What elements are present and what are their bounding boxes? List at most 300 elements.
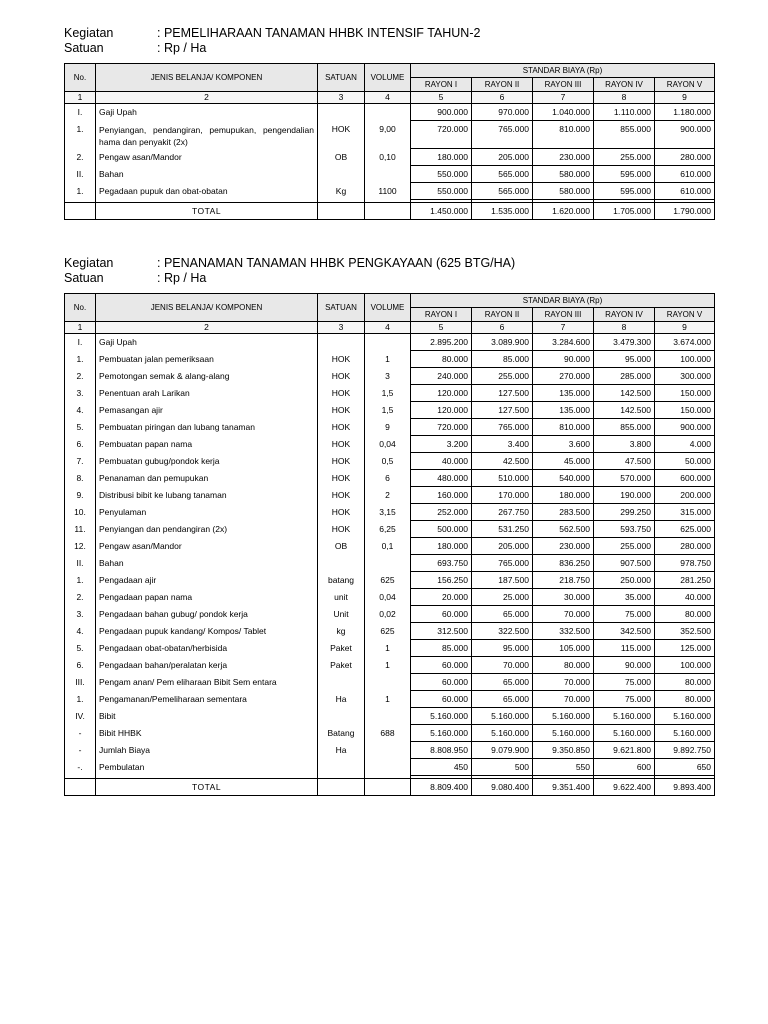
row-price-rayon-2: 500 <box>472 759 533 776</box>
row-volume: 1100 <box>365 183 411 200</box>
column-number: 8 <box>594 322 655 334</box>
kegiatan-label: Kegiatan <box>64 256 114 270</box>
row-jenis: Pemotongan semak & alang-alang <box>96 368 318 385</box>
row-no: 8. <box>65 470 96 487</box>
row-price-rayon-4: 855.000 <box>594 121 655 149</box>
row-jenis: Bahan <box>96 555 318 572</box>
row-price-rayon-4: 570.000 <box>594 470 655 487</box>
column-number-row <box>65 92 715 104</box>
row-price-rayon-1: 8.808.950 <box>411 742 472 759</box>
row-price-rayon-1: 60.000 <box>411 606 472 623</box>
row-price-rayon-3: 230.000 <box>533 149 594 166</box>
column-number: 5 <box>411 322 472 334</box>
row-price-rayon-1: 5.160.000 <box>411 708 472 725</box>
header-jenis: JENIS BELANJA/ KOMPONEN <box>96 64 318 92</box>
row-jenis: Pembulatan <box>96 759 318 776</box>
row-volume: 0,10 <box>365 149 411 166</box>
row-volume: 6 <box>365 470 411 487</box>
row-price-rayon-1: 60.000 <box>411 657 472 674</box>
row-price-rayon-5: 300.000 <box>655 368 715 385</box>
row-price-rayon-1: 80.000 <box>411 351 472 368</box>
row-no: 12. <box>65 538 96 555</box>
row-price-rayon-1: 156.250 <box>411 572 472 589</box>
row-satuan: HOK <box>318 453 365 470</box>
row-satuan: HOK <box>318 402 365 419</box>
row-price-rayon-4: 855.000 <box>594 419 655 436</box>
row-price-rayon-4: 285.000 <box>594 368 655 385</box>
section-1 <box>64 25 714 220</box>
row-satuan: HOK <box>318 504 365 521</box>
row-volume <box>365 674 411 691</box>
row-jenis: Pengamanan/Pemeliharaan sementara <box>96 691 318 708</box>
row-jenis: Bahan <box>96 166 318 183</box>
row-jenis: Bibit <box>96 708 318 725</box>
row-no: - <box>65 742 96 759</box>
row-no: -. <box>65 759 96 776</box>
row-price-rayon-5: 900.000 <box>655 419 715 436</box>
table-row <box>65 742 715 759</box>
row-no: II. <box>65 555 96 572</box>
row-price-rayon-5: 100.000 <box>655 657 715 674</box>
total-row <box>65 779 715 796</box>
column-number: 6 <box>472 92 533 104</box>
table-row <box>65 166 715 183</box>
table-row <box>65 759 715 776</box>
total-label: TOTAL <box>96 779 318 796</box>
row-volume: 3,15 <box>365 504 411 521</box>
row-satuan: HOK <box>318 121 365 149</box>
column-number: 8 <box>594 92 655 104</box>
table-row <box>65 555 715 572</box>
row-price-rayon-3: 9.350.850 <box>533 742 594 759</box>
row-volume <box>365 166 411 183</box>
row-price-rayon-1: 252.000 <box>411 504 472 521</box>
row-price-rayon-2: 42.500 <box>472 453 533 470</box>
table-row <box>65 183 715 200</box>
row-price-rayon-3: 3.600 <box>533 436 594 453</box>
row-no: 3. <box>65 606 96 623</box>
row-volume: 0,04 <box>365 436 411 453</box>
row-price-rayon-5: 600.000 <box>655 470 715 487</box>
column-number: 7 <box>533 92 594 104</box>
row-jenis: Pegadaan pupuk dan obat-obatan <box>96 183 318 200</box>
row-no: 1. <box>65 351 96 368</box>
row-satuan: unit <box>318 589 365 606</box>
row-price-rayon-5: 315.000 <box>655 504 715 521</box>
row-price-rayon-1: 500.000 <box>411 521 472 538</box>
header-rayon-1: RAYON I <box>411 78 472 92</box>
row-price-rayon-3: 70.000 <box>533 606 594 623</box>
row-volume: 1,5 <box>365 385 411 402</box>
row-price-rayon-2: 85.000 <box>472 351 533 368</box>
column-number: 7 <box>533 322 594 334</box>
section-1-header <box>64 25 714 57</box>
row-price-rayon-5: 4.000 <box>655 436 715 453</box>
row-price-rayon-3: 230.000 <box>533 538 594 555</box>
row-no: 1. <box>65 572 96 589</box>
row-price-rayon-3: 105.000 <box>533 640 594 657</box>
row-price-rayon-2: 65.000 <box>472 691 533 708</box>
row-price-rayon-2: 255.000 <box>472 368 533 385</box>
row-price-rayon-3: 90.000 <box>533 351 594 368</box>
row-price-rayon-2: 3.400 <box>472 436 533 453</box>
total-empty <box>365 203 411 220</box>
header-rayon-1: RAYON I <box>411 308 472 322</box>
row-price-rayon-1: 160.000 <box>411 487 472 504</box>
row-jenis: Pembuatan piringan dan lubang tanaman <box>96 419 318 436</box>
row-price-rayon-2: 5.160.000 <box>472 708 533 725</box>
row-price-rayon-5: 80.000 <box>655 691 715 708</box>
row-price-rayon-2: 510.000 <box>472 470 533 487</box>
column-number: 4 <box>365 322 411 334</box>
row-satuan: Kg <box>318 183 365 200</box>
row-price-rayon-3: 45.000 <box>533 453 594 470</box>
row-volume: 9 <box>365 419 411 436</box>
row-price-rayon-4: 3.800 <box>594 436 655 453</box>
row-satuan: HOK <box>318 385 365 402</box>
table-row <box>65 121 715 149</box>
row-volume: 1 <box>365 691 411 708</box>
row-price-rayon-2: 565.000 <box>472 166 533 183</box>
row-jenis: Penyulaman <box>96 504 318 521</box>
row-price-rayon-2: 970.000 <box>472 104 533 121</box>
row-price-rayon-2: 170.000 <box>472 487 533 504</box>
row-jenis: Penyiangan, pendangiran, pemupukan, pengendalian hama dan penyakit (2x) <box>96 121 318 149</box>
row-satuan: HOK <box>318 436 365 453</box>
row-price-rayon-4: 75.000 <box>594 606 655 623</box>
header-rayon-4: RAYON IV <box>594 78 655 92</box>
table-row <box>65 402 715 419</box>
row-no: 4. <box>65 623 96 640</box>
header-no: No. <box>65 64 96 92</box>
row-price-rayon-3: 270.000 <box>533 368 594 385</box>
row-price-rayon-5: 50.000 <box>655 453 715 470</box>
row-price-rayon-2: 205.000 <box>472 149 533 166</box>
row-volume <box>365 759 411 776</box>
row-price-rayon-1: 2.895.200 <box>411 334 472 351</box>
row-volume <box>365 555 411 572</box>
row-price-rayon-1: 85.000 <box>411 640 472 657</box>
total-price-rayon-4: 9.622.400 <box>594 779 655 796</box>
row-price-rayon-1: 120.000 <box>411 385 472 402</box>
row-price-rayon-1: 20.000 <box>411 589 472 606</box>
row-price-rayon-3: 30.000 <box>533 589 594 606</box>
row-price-rayon-2: 25.000 <box>472 589 533 606</box>
row-volume: 0,1 <box>365 538 411 555</box>
row-jenis: Pengadaan papan nama <box>96 589 318 606</box>
row-price-rayon-5: 9.892.750 <box>655 742 715 759</box>
row-no: 2. <box>65 589 96 606</box>
row-price-rayon-5: 610.000 <box>655 166 715 183</box>
row-price-rayon-5: 5.160.000 <box>655 725 715 742</box>
row-price-rayon-1: 60.000 <box>411 691 472 708</box>
row-no: IV. <box>65 708 96 725</box>
table-row <box>65 640 715 657</box>
row-price-rayon-1: 5.160.000 <box>411 725 472 742</box>
row-jenis: Gaji Upah <box>96 334 318 351</box>
header-volume: VOLUME <box>365 294 411 322</box>
row-price-rayon-4: 5.160.000 <box>594 725 655 742</box>
row-price-rayon-2: 5.160.000 <box>472 725 533 742</box>
row-satuan: Unit <box>318 606 365 623</box>
total-price-rayon-5: 1.790.000 <box>655 203 715 220</box>
row-price-rayon-1: 3.200 <box>411 436 472 453</box>
row-price-rayon-5: 625.000 <box>655 521 715 538</box>
column-number: 4 <box>365 92 411 104</box>
row-satuan: HOK <box>318 368 365 385</box>
row-satuan: OB <box>318 149 365 166</box>
row-price-rayon-4: 9.621.800 <box>594 742 655 759</box>
row-price-rayon-3: 550 <box>533 759 594 776</box>
table-row <box>65 385 715 402</box>
row-price-rayon-4: 35.000 <box>594 589 655 606</box>
row-volume <box>365 334 411 351</box>
row-price-rayon-2: 565.000 <box>472 183 533 200</box>
row-price-rayon-1: 693.750 <box>411 555 472 572</box>
row-no: 2. <box>65 368 96 385</box>
table-row <box>65 419 715 436</box>
row-satuan <box>318 759 365 776</box>
satuan-value: : Rp / Ha <box>157 41 207 55</box>
row-price-rayon-2: 65.000 <box>472 606 533 623</box>
row-price-rayon-2: 322.500 <box>472 623 533 640</box>
row-price-rayon-5: 100.000 <box>655 351 715 368</box>
table-row <box>65 351 715 368</box>
satuan-value: : Rp / Ha <box>157 271 207 285</box>
row-no: 7. <box>65 453 96 470</box>
total-empty <box>65 779 96 796</box>
kegiatan-value: : PEMELIHARAAN TANAMAN HHBK INTENSIF TAHUN-2 <box>157 26 481 40</box>
kegiatan-value: : PENANAMAN TANAMAN HHBK PENGKAYAAN (625 BTG/HA) <box>157 256 516 270</box>
row-satuan: HOK <box>318 521 365 538</box>
row-no: III. <box>65 674 96 691</box>
row-no: II. <box>65 166 96 183</box>
row-price-rayon-4: 90.000 <box>594 657 655 674</box>
header-rayon-3: RAYON III <box>533 78 594 92</box>
row-jenis: Bibit HHBK <box>96 725 318 742</box>
row-price-rayon-3: 1.040.000 <box>533 104 594 121</box>
row-volume: 2 <box>365 487 411 504</box>
row-volume: 0,5 <box>365 453 411 470</box>
header-rayon-2: RAYON II <box>472 308 533 322</box>
row-jenis: Pengadaan pupuk kandang/ Kompos/ Tablet <box>96 623 318 640</box>
row-price-rayon-1: 312.500 <box>411 623 472 640</box>
row-volume: 0,04 <box>365 589 411 606</box>
section-2 <box>64 255 714 796</box>
row-price-rayon-5: 5.160.000 <box>655 708 715 725</box>
row-price-rayon-4: 75.000 <box>594 674 655 691</box>
row-price-rayon-1: 40.000 <box>411 453 472 470</box>
row-price-rayon-2: 70.000 <box>472 657 533 674</box>
column-number: 1 <box>65 92 96 104</box>
row-price-rayon-4: 75.000 <box>594 691 655 708</box>
row-price-rayon-1: 60.000 <box>411 674 472 691</box>
row-jenis: Pengaw asan/Mandor <box>96 538 318 555</box>
total-empty <box>65 203 96 220</box>
row-jenis: Pengadaan bahan gubug/ pondok kerja <box>96 606 318 623</box>
row-price-rayon-2: 95.000 <box>472 640 533 657</box>
row-price-rayon-4: 142.500 <box>594 402 655 419</box>
table-row <box>65 589 715 606</box>
row-volume: 1 <box>365 351 411 368</box>
row-satuan <box>318 104 365 121</box>
row-satuan: HOK <box>318 470 365 487</box>
column-number: 1 <box>65 322 96 334</box>
table-row <box>65 104 715 121</box>
row-jenis: Gaji Upah <box>96 104 318 121</box>
table-row <box>65 149 715 166</box>
column-number: 3 <box>318 322 365 334</box>
row-price-rayon-3: 70.000 <box>533 674 594 691</box>
row-no: 11. <box>65 521 96 538</box>
total-row <box>65 203 715 220</box>
row-price-rayon-1: 550.000 <box>411 166 472 183</box>
row-price-rayon-4: 255.000 <box>594 149 655 166</box>
row-price-rayon-3: 180.000 <box>533 487 594 504</box>
header-satuan: SATUAN <box>318 64 365 92</box>
row-jenis: Penyiangan dan pendangiran (2x) <box>96 521 318 538</box>
row-jenis: Pengam anan/ Pem eliharaan Bibit Sem entara <box>96 674 318 691</box>
row-satuan: Ha <box>318 691 365 708</box>
row-price-rayon-4: 595.000 <box>594 166 655 183</box>
row-price-rayon-1: 240.000 <box>411 368 472 385</box>
row-jenis: Pembuatan papan nama <box>96 436 318 453</box>
table-row <box>65 453 715 470</box>
row-no: 1. <box>65 691 96 708</box>
row-price-rayon-2: 205.000 <box>472 538 533 555</box>
column-number: 5 <box>411 92 472 104</box>
header-rayon-4: RAYON IV <box>594 308 655 322</box>
row-price-rayon-1: 900.000 <box>411 104 472 121</box>
row-price-rayon-4: 593.750 <box>594 521 655 538</box>
table-row <box>65 674 715 691</box>
row-price-rayon-4: 250.000 <box>594 572 655 589</box>
row-price-rayon-1: 720.000 <box>411 419 472 436</box>
row-price-rayon-4: 142.500 <box>594 385 655 402</box>
header-standar-biaya: STANDAR BIAYA (Rp) <box>411 294 715 308</box>
row-volume: 625 <box>365 623 411 640</box>
row-volume <box>365 708 411 725</box>
row-jenis: Pembuatan jalan pemeriksaan <box>96 351 318 368</box>
row-price-rayon-4: 115.000 <box>594 640 655 657</box>
row-satuan: Paket <box>318 657 365 674</box>
row-price-rayon-3: 332.500 <box>533 623 594 640</box>
row-price-rayon-4: 95.000 <box>594 351 655 368</box>
table-row <box>65 504 715 521</box>
row-price-rayon-5: 280.000 <box>655 538 715 555</box>
row-volume: 0,02 <box>365 606 411 623</box>
row-price-rayon-5: 150.000 <box>655 385 715 402</box>
header-satuan: SATUAN <box>318 294 365 322</box>
row-jenis: Pembuatan gubug/pondok kerja <box>96 453 318 470</box>
header-rayon-2: RAYON II <box>472 78 533 92</box>
row-no: 1. <box>65 183 96 200</box>
row-price-rayon-5: 280.000 <box>655 149 715 166</box>
row-price-rayon-3: 218.750 <box>533 572 594 589</box>
row-price-rayon-2: 765.000 <box>472 419 533 436</box>
row-jenis: Jumlah Biaya <box>96 742 318 759</box>
row-satuan <box>318 708 365 725</box>
total-price-rayon-1: 8.809.400 <box>411 779 472 796</box>
row-price-rayon-4: 5.160.000 <box>594 708 655 725</box>
row-volume <box>365 742 411 759</box>
row-volume: 625 <box>365 572 411 589</box>
row-price-rayon-4: 299.250 <box>594 504 655 521</box>
row-price-rayon-3: 836.250 <box>533 555 594 572</box>
row-price-rayon-5: 900.000 <box>655 121 715 149</box>
row-volume: 9,00 <box>365 121 411 149</box>
table-row <box>65 334 715 351</box>
row-price-rayon-2: 531.250 <box>472 521 533 538</box>
total-price-rayon-2: 1.535.000 <box>472 203 533 220</box>
row-jenis: Pengadaan ajir <box>96 572 318 589</box>
table-row <box>65 606 715 623</box>
row-price-rayon-2: 65.000 <box>472 674 533 691</box>
row-price-rayon-1: 720.000 <box>411 121 472 149</box>
column-number: 6 <box>472 322 533 334</box>
row-price-rayon-2: 127.500 <box>472 385 533 402</box>
row-price-rayon-5: 978.750 <box>655 555 715 572</box>
row-jenis: Pemasangan ajir <box>96 402 318 419</box>
column-number: 9 <box>655 322 715 334</box>
table-row <box>65 691 715 708</box>
row-no: 6. <box>65 657 96 674</box>
column-number-row <box>65 322 715 334</box>
row-no: 10. <box>65 504 96 521</box>
row-no: 2. <box>65 149 96 166</box>
kegiatan-label: Kegiatan <box>64 26 114 40</box>
row-volume: 1,5 <box>365 402 411 419</box>
table-row <box>65 708 715 725</box>
header-jenis: JENIS BELANJA/ KOMPONEN <box>96 294 318 322</box>
row-volume: 3 <box>365 368 411 385</box>
row-no: 5. <box>65 419 96 436</box>
row-satuan <box>318 555 365 572</box>
table-row <box>65 725 715 742</box>
row-price-rayon-2: 9.079.900 <box>472 742 533 759</box>
column-number: 9 <box>655 92 715 104</box>
cost-table-1 <box>64 63 715 220</box>
row-price-rayon-4: 600 <box>594 759 655 776</box>
row-no: 5. <box>65 640 96 657</box>
row-price-rayon-3: 70.000 <box>533 691 594 708</box>
row-satuan: HOK <box>318 351 365 368</box>
row-satuan <box>318 674 365 691</box>
table-row <box>65 623 715 640</box>
row-satuan: HOK <box>318 419 365 436</box>
row-price-rayon-5: 80.000 <box>655 606 715 623</box>
header-standar-biaya: STANDAR BIAYA (Rp) <box>411 64 715 78</box>
row-satuan <box>318 334 365 351</box>
row-price-rayon-4: 255.000 <box>594 538 655 555</box>
row-no: 1. <box>65 121 96 149</box>
row-price-rayon-5: 650 <box>655 759 715 776</box>
row-price-rayon-3: 135.000 <box>533 402 594 419</box>
table-row <box>65 487 715 504</box>
total-price-rayon-1: 1.450.000 <box>411 203 472 220</box>
row-price-rayon-2: 765.000 <box>472 121 533 149</box>
row-jenis: Pengadaan bahan/peralatan kerja <box>96 657 318 674</box>
row-price-rayon-4: 342.500 <box>594 623 655 640</box>
row-price-rayon-5: 80.000 <box>655 674 715 691</box>
header-rayon-5: RAYON V <box>655 308 715 322</box>
row-price-rayon-3: 5.160.000 <box>533 725 594 742</box>
row-price-rayon-3: 562.500 <box>533 521 594 538</box>
column-number: 2 <box>96 92 318 104</box>
row-satuan: Ha <box>318 742 365 759</box>
column-number: 2 <box>96 322 318 334</box>
row-price-rayon-5: 3.674.000 <box>655 334 715 351</box>
